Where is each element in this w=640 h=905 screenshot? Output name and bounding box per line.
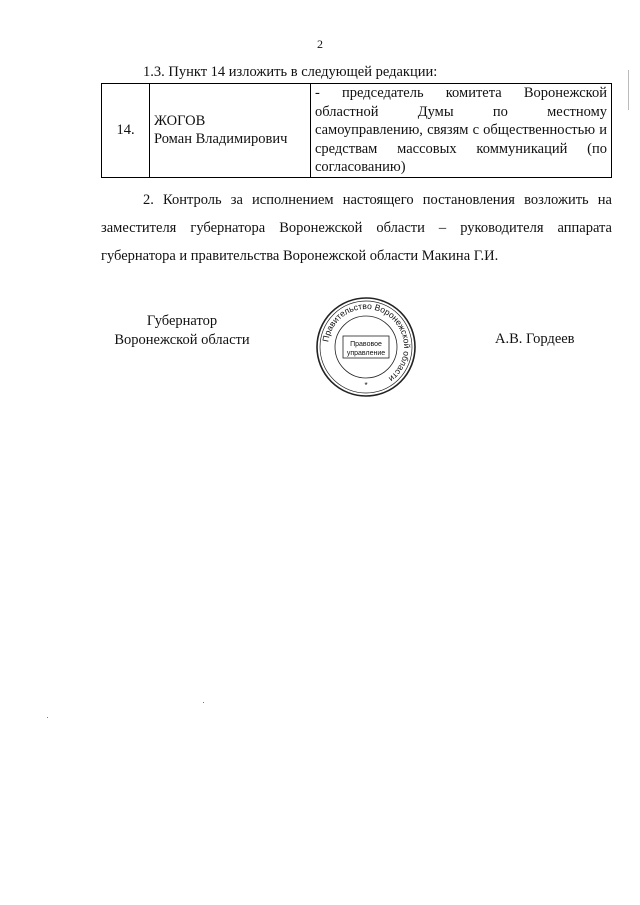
scan-speck	[628, 70, 629, 110]
signature-title-line1: Губернатор	[146, 313, 218, 329]
paragraph-2: 2. Контроль за исполнением настоящего постановления возложить на заместителя губернатора Воронежской области – руководителя аппарата губернатора и правительства Воронежской области Макина Г.И.	[101, 192, 612, 264]
member-name	[150, 84, 311, 178]
seal-ring-text: Правительство Воронежской области	[320, 300, 413, 385]
page-number: 2	[317, 37, 323, 51]
table-row	[102, 84, 612, 178]
member-given-names: Роман Владимирович	[154, 131, 288, 148]
official-seal-stamp	[315, 296, 417, 398]
signature-name: А.В. Гордеев	[495, 331, 575, 347]
scan-speck	[47, 717, 48, 718]
signature-title-line2: Воронежской области	[114, 332, 250, 348]
scan-speck	[203, 702, 204, 703]
seal-star: *	[364, 381, 368, 390]
seal-center-line1: Правовое	[350, 341, 382, 348]
members-table	[101, 83, 612, 178]
member-surname: ЖОГОВ	[154, 113, 206, 130]
paragraph-1-3: 1.3. Пункт 14 изложить в следующей редакции:	[143, 64, 438, 80]
seal-center-line2: управление	[346, 350, 386, 357]
member-position: - председатель комитета Воронежской областной Думы по местному самоуправлению, связям с общественностью и средствам массовых коммуникаций (по согласованию)	[311, 84, 612, 178]
row-number: 14.	[102, 84, 150, 178]
